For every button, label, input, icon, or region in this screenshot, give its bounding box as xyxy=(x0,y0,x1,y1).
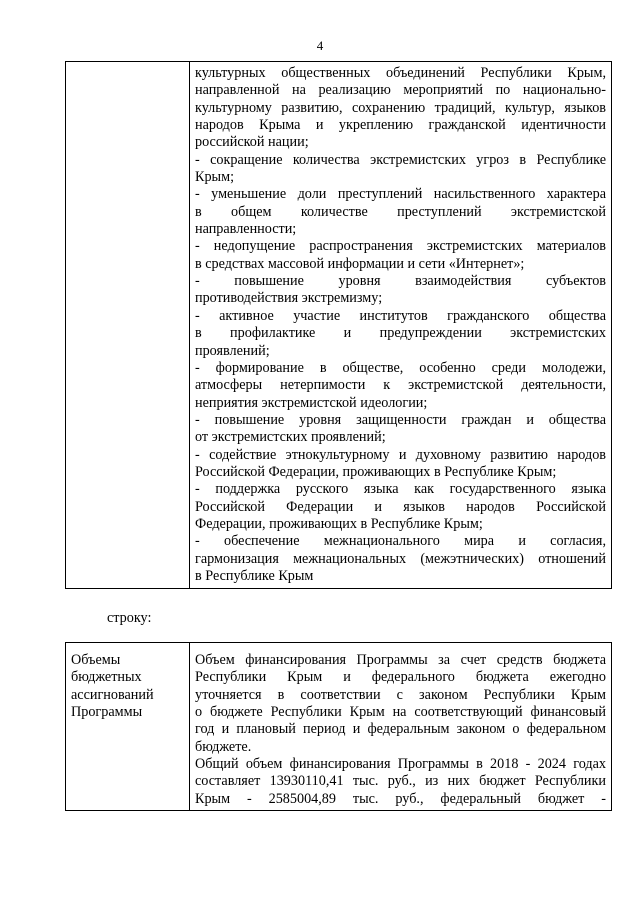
text-line: проявлений; xyxy=(195,342,270,359)
outcomes-text xyxy=(195,65,606,585)
text-line: Крым; xyxy=(195,169,235,186)
text-line: в Республике Крым xyxy=(195,567,314,584)
label-line: ассигнований xyxy=(71,686,154,703)
text-line: в профилактике и предупреждении экстремистских xyxy=(195,325,606,342)
text-line: - повышение уровня защищенности граждан и общества xyxy=(195,411,606,428)
text-line: направленной на реализацию мероприятий по национально- xyxy=(195,82,606,99)
row-label-cell xyxy=(66,62,190,589)
text-line: российской нации; xyxy=(195,134,309,151)
text-line: народов Крыма и укреплению гражданской идентичности xyxy=(195,117,606,134)
intro-text: строку: xyxy=(107,610,152,626)
outcomes-table xyxy=(65,61,612,589)
text-line: неприятия экстремистской идеологии; xyxy=(195,394,428,411)
text-line: в общем количестве преступлений экстремистской xyxy=(195,203,606,220)
text-line: уточняется в соответствии с законом Республики Крым xyxy=(195,686,606,703)
text-line: год и плановый период и федеральным законом о федеральном xyxy=(195,721,606,738)
label-line: бюджетных xyxy=(71,669,142,686)
page-number: 4 xyxy=(316,38,324,53)
outcomes-cell xyxy=(190,62,612,589)
text-line: противодействия экстремизму; xyxy=(195,290,383,307)
text-line: бюджете. xyxy=(195,738,252,755)
budget-table xyxy=(65,642,612,811)
text-line: Объем финансирования Программы за счет средств бюджета xyxy=(195,652,606,668)
row-label-cell xyxy=(66,643,190,811)
table-row xyxy=(66,643,612,811)
text-line: - поддержка русского языка как государственного языка xyxy=(195,481,606,498)
text-line: Российской Федерации, проживающих в Республике Крым; xyxy=(195,463,557,480)
text-line: составляет 13930110,41 тыс. руб., из них бюджет Республики xyxy=(195,773,606,790)
label-line: Объемы xyxy=(71,652,121,668)
budget-text xyxy=(195,652,606,808)
text-line: - содействие этнокультурному и духовному развитию народов xyxy=(195,446,606,463)
text-line: - повышение уровня взаимодействия субъектов xyxy=(195,273,606,290)
text-line: от экстремистских проявлений; xyxy=(195,429,386,446)
text-line: Крым - 2585004,89 тыс. руб., федеральный бюджет - xyxy=(195,790,606,807)
text-line: атмосферы нетерпимости к экстремистской деятельности, xyxy=(195,377,606,394)
text-line: - активное участие институтов гражданского общества xyxy=(195,307,606,324)
text-line: - сокращение количества экстремистских угроз в Республике xyxy=(195,151,606,168)
text-line: направленности; xyxy=(195,221,297,238)
row-label xyxy=(71,652,184,721)
text-line: культурному развитию, сохранению традиций, культур, языков xyxy=(195,99,606,116)
text-line: Российской Федерации и языков народов Российской xyxy=(195,498,606,515)
text-line: гармонизация межнациональных (межэтнических) отношений xyxy=(195,550,606,567)
text-line: - формирование в обществе, особенно среди молодежи, xyxy=(195,359,606,376)
table-row xyxy=(66,62,612,589)
label-line: Программы xyxy=(71,704,143,721)
text-line: - недопущение распространения экстремистских материалов xyxy=(195,238,606,255)
text-line: - обеспечение межнационального мира и согласия, xyxy=(195,533,606,550)
text-line: культурных общественных объединений Республики Крым, xyxy=(195,65,606,81)
budget-cell xyxy=(190,643,612,811)
text-line: Федерации, проживающих в Республике Крым; xyxy=(195,515,483,532)
text-line: Общий объем финансирования Программы в 2018 - 2024 годах xyxy=(195,756,606,773)
text-line: - уменьшение доли преступлений насильственного характера xyxy=(195,186,606,203)
text-line: Республики Крым и федерального бюджета ежегодно xyxy=(195,669,606,686)
text-line: в средствах массовой информации и сети «Интернет»; xyxy=(195,255,525,272)
text-line: о бюджете Республики Крым на соответствующий финансовый xyxy=(195,704,606,721)
